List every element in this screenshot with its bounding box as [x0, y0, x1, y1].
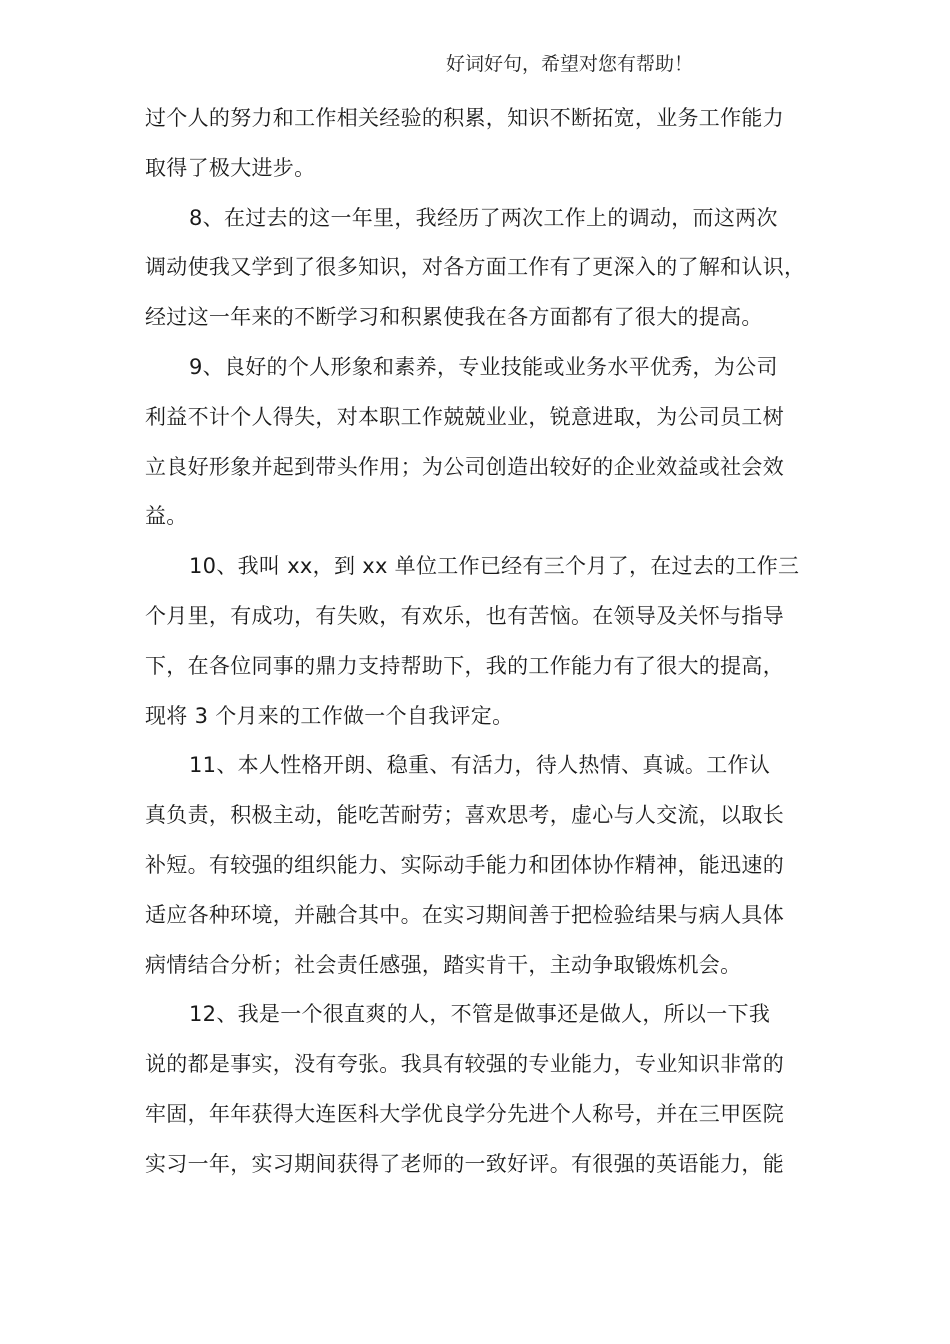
text-line: 取得了极大进步。	[145, 155, 316, 180]
page-header: 好词好句，希望对您有帮助！	[446, 53, 694, 75]
paragraph-first-line: 10、我叫 xx，到 xx 单位工作已经有三个月了，在过去的工作三	[189, 554, 800, 579]
document-body	[145, 98, 835, 1194]
paragraph-first-line: 8、在过去的这一年里，我经历了两次工作上的调动，而这两次	[189, 205, 778, 230]
text-line: 下，在各位同事的鼎力支持帮助下，我的工作能力有了很大的提高，	[145, 653, 784, 678]
paragraph-first-line: 12、我是一个很直爽的人，不管是做事还是做人，所以一下我	[189, 1002, 771, 1027]
text-line: 过个人的努力和工作相关经验的积累，知识不断拓宽，业务工作能力	[145, 106, 784, 130]
text-line: 利益不计个人得失，对本职工作兢兢业业，锐意进取，为公司员工树	[145, 404, 784, 429]
text-line: 现将 3 个月来的工作做一个自我评定。	[145, 703, 514, 728]
text-line: 真负责，积极主动，能吃苦耐劳；喜欢思考，虚心与人交流，以取长	[145, 803, 784, 828]
text-line: 实习一年，实习期间获得了老师的一致好评。有很强的英语能力，能	[145, 1151, 784, 1176]
text-line: 立良好形象并起到带头作用；为公司创造出较好的企业效益或社会效	[145, 454, 784, 479]
text-line: 适应各种环境，并融合其中。在实习期间善于把检验结果与病人具体	[145, 902, 784, 927]
text-line: 个月里，有成功，有失败，有欢乐，也有苦恼。在领导及关怀与指导	[145, 603, 784, 628]
text-line: 调动使我又学到了很多知识，对各方面工作有了更深入的了解和认识，	[145, 255, 806, 280]
paragraph-first-line: 9、良好的个人形象和素养，专业技能或业务水平优秀，为公司	[189, 354, 778, 379]
text-line: 补短。有较强的组织能力、实际动手能力和团体协作精神，能迅速的	[145, 852, 784, 877]
text-line: 牢固，年年获得大连医科大学优良学分先进个人称号，并在三甲医院	[145, 1101, 784, 1126]
text-line: 说的都是事实，没有夸张。我具有较强的专业能力，专业知识非常的	[145, 1052, 784, 1077]
paragraph-first-line: 11、本人性格开朗、稳重、有活力，待人热情、真诚。工作认	[189, 753, 771, 778]
text-line: 经过这一年来的不断学习和积累使我在各方面都有了很大的提高。	[145, 305, 763, 330]
text-line: 病情结合分析；社会责任感强，踏实肯干，主动争取锻炼机会。	[145, 952, 742, 977]
text-line: 益。	[145, 504, 188, 529]
